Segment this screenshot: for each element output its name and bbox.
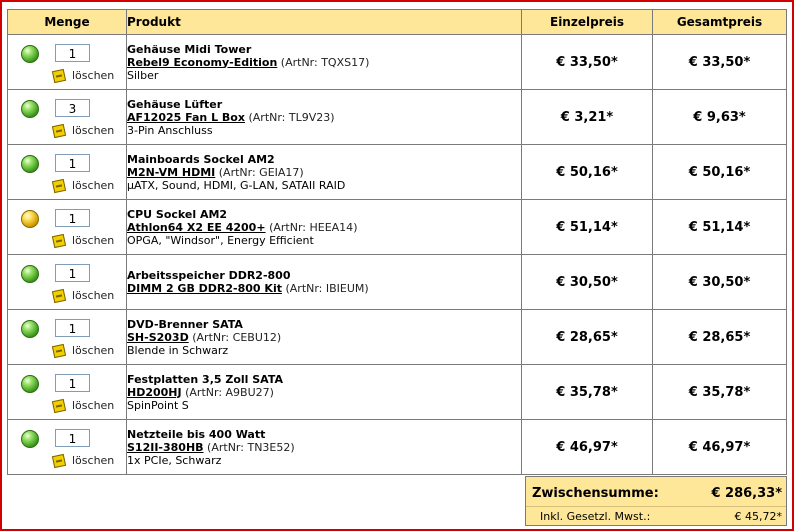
- product-category: Gehäuse Midi Tower: [127, 42, 252, 56]
- cart-body: [8, 35, 787, 475]
- artnr-prefix: ArtNr:: [285, 55, 318, 69]
- product-line: [127, 111, 521, 124]
- qty-cell: [8, 35, 127, 90]
- product-cell: [127, 255, 522, 310]
- total-price: € 51,14*: [653, 200, 787, 255]
- delete-link[interactable]: löschen: [72, 179, 115, 192]
- qty-cell: [8, 145, 127, 200]
- table-row: [8, 310, 787, 365]
- qty-cell: [8, 200, 127, 255]
- product-description: Blende in Schwarz: [127, 343, 229, 357]
- product-name-link[interactable]: AF12025 Fan L Box: [127, 110, 245, 124]
- qty-cell: [8, 420, 127, 475]
- product-category: DVD-Brenner SATA: [127, 317, 243, 331]
- unit-price: € 35,78*: [522, 365, 653, 420]
- product-name-link[interactable]: SH-S203D: [127, 330, 189, 344]
- unit-price: € 3,21*: [522, 90, 653, 145]
- product-description: 1x PCIe, Schwarz: [127, 453, 222, 467]
- quantity-input[interactable]: 1: [55, 319, 90, 337]
- tax-label: Inkl. Gesetzl. Mwst.:: [540, 510, 651, 523]
- product-name-link[interactable]: M2N-VM HDMI: [127, 165, 216, 179]
- delete-icon[interactable]: [52, 289, 66, 303]
- table-row: [8, 365, 787, 420]
- delete-link[interactable]: löschen: [72, 69, 115, 82]
- delete-link[interactable]: löschen: [72, 289, 115, 302]
- product-name-link[interactable]: Athlon64 X2 EE 4200+: [127, 220, 266, 234]
- product-name-link[interactable]: HD200HJ: [127, 385, 182, 399]
- artnr-prefix: ArtNr:: [223, 165, 256, 179]
- subtotal-label: Zwischensumme:: [532, 486, 659, 501]
- product-artnr: (ArtNr: A9BU27): [185, 385, 274, 399]
- availability-yellow-icon: [21, 210, 39, 228]
- quantity-input[interactable]: 1: [55, 374, 90, 392]
- product-cell: [127, 90, 522, 145]
- quantity-input[interactable]: 1: [55, 209, 90, 227]
- artnr-value: HEEA14: [309, 220, 354, 234]
- total-price: € 33,50*: [653, 35, 787, 90]
- table-row: [8, 200, 787, 255]
- product-description: 3-Pin Anschluss: [127, 123, 213, 137]
- table-row: [8, 145, 787, 200]
- artnr-value: TL9V23: [288, 110, 331, 124]
- table-row: [8, 35, 787, 90]
- availability-green-icon: [21, 430, 39, 448]
- product-name-link[interactable]: DIMM 2 GB DDR2-800 Kit: [127, 282, 282, 295]
- delete-icon[interactable]: [52, 234, 66, 248]
- product-artnr: (ArtNr: GEIA17): [218, 165, 304, 179]
- artnr-prefix: ArtNr:: [189, 385, 223, 399]
- product-description: SpinPoint S: [127, 398, 189, 412]
- total-price: € 35,78*: [653, 365, 787, 420]
- artnr-value: TN3E52: [247, 440, 291, 454]
- product-name-link[interactable]: S12II-380HB: [127, 440, 204, 454]
- artnr-value: IBIEUM: [325, 282, 365, 295]
- artnr-value: CEBU12: [232, 330, 277, 344]
- table-header-row: [8, 10, 787, 35]
- total-price: € 46,97*: [653, 420, 787, 475]
- delete-icon[interactable]: [52, 399, 66, 413]
- product-category: Mainboards Sockel AM2: [127, 152, 275, 166]
- header-product: Produkt: [127, 10, 522, 35]
- summary-box: [525, 476, 787, 526]
- table-row: [8, 420, 787, 475]
- product-cell: [127, 310, 522, 365]
- availability-green-icon: [21, 100, 39, 118]
- artnr-prefix: ArtNr:: [196, 330, 230, 344]
- delete-link[interactable]: löschen: [72, 234, 115, 247]
- product-cell: [127, 365, 522, 420]
- delete-link[interactable]: löschen: [72, 124, 115, 137]
- availability-green-icon: [21, 155, 39, 173]
- availability-green-icon: [21, 265, 39, 283]
- product-category: CPU Sockel AM2: [127, 207, 228, 221]
- product-cell: [127, 35, 522, 90]
- product-artnr: (ArtNr: TL9V23): [248, 110, 335, 124]
- unit-price: € 30,50*: [522, 255, 653, 310]
- tax-value: € 45,72*: [734, 510, 782, 523]
- product-artnr: (ArtNr: IBIEUM): [285, 282, 369, 295]
- product-line: [127, 441, 521, 454]
- artnr-value: A9BU27: [225, 385, 270, 399]
- quantity-input[interactable]: 1: [55, 154, 90, 172]
- quantity-input[interactable]: 1: [55, 429, 90, 447]
- qty-cell: [8, 90, 127, 145]
- quantity-input[interactable]: 1: [55, 264, 90, 282]
- delete-icon[interactable]: [52, 124, 66, 138]
- product-artnr: (ArtNr: CEBU12): [192, 330, 282, 344]
- total-price: € 30,50*: [653, 255, 787, 310]
- unit-price: € 50,16*: [522, 145, 653, 200]
- artnr-value: TQXS17: [321, 55, 366, 69]
- unit-price: € 28,65*: [522, 310, 653, 365]
- header-unit-price: Einzelpreis: [522, 10, 653, 35]
- delete-icon[interactable]: [52, 344, 66, 358]
- availability-green-icon: [21, 375, 39, 393]
- qty-cell: [8, 310, 127, 365]
- total-price: € 28,65*: [653, 310, 787, 365]
- unit-price: € 33,50*: [522, 35, 653, 90]
- product-category: Arbeitsspeicher DDR2-800: [127, 269, 291, 282]
- delete-link[interactable]: löschen: [72, 399, 115, 412]
- table-row: [8, 255, 787, 310]
- delete-icon[interactable]: [52, 69, 66, 83]
- product-line: [127, 221, 521, 234]
- product-cell: [127, 145, 522, 200]
- availability-green-icon: [21, 320, 39, 338]
- total-price: € 9,63*: [653, 90, 787, 145]
- artnr-value: GEIA17: [259, 165, 300, 179]
- quantity-input[interactable]: 3: [55, 99, 90, 117]
- artnr-prefix: ArtNr:: [252, 110, 286, 124]
- unit-price: € 46,97*: [522, 420, 653, 475]
- artnr-prefix: ArtNr:: [273, 220, 306, 234]
- qty-cell: [8, 365, 127, 420]
- product-artnr: (ArtNr: TQXS17): [280, 55, 370, 69]
- product-artnr: (ArtNr: HEEA14): [269, 220, 358, 234]
- product-category: Festplatten 3,5 Zoll SATA: [127, 372, 284, 386]
- table-row: [8, 90, 787, 145]
- delete-icon[interactable]: [52, 454, 66, 468]
- delete-icon[interactable]: [52, 179, 66, 193]
- product-category: Netzteile bis 400 Watt: [127, 427, 266, 441]
- product-line: [127, 386, 521, 399]
- delete-link[interactable]: löschen: [72, 344, 115, 357]
- delete-link[interactable]: löschen: [72, 454, 115, 467]
- product-description: µATX, Sound, HDMI, G-LAN, SATAII RAID: [127, 178, 346, 192]
- cart-table: [7, 9, 787, 475]
- product-description: OPGA, "Windsor", Energy Efficient: [127, 233, 314, 247]
- total-price: € 50,16*: [653, 145, 787, 200]
- product-description: Silber: [127, 68, 159, 82]
- quantity-input[interactable]: 1: [55, 44, 90, 62]
- availability-green-icon: [21, 45, 39, 63]
- header-qty: Menge: [8, 10, 127, 35]
- product-cell: [127, 200, 522, 255]
- unit-price: € 51,14*: [522, 200, 653, 255]
- product-name-link[interactable]: Rebel9 Economy-Edition: [127, 55, 278, 69]
- product-artnr: (ArtNr: TN3E52): [207, 440, 295, 454]
- product-line: [127, 282, 521, 295]
- product-cell: [127, 420, 522, 475]
- header-total-price: Gesamtpreis: [653, 10, 787, 35]
- product-line: [127, 56, 521, 69]
- artnr-prefix: ArtNr:: [289, 282, 323, 295]
- product-line: [127, 166, 521, 179]
- artnr-prefix: ArtNr:: [211, 440, 244, 454]
- product-category: Gehäuse Lüfter: [127, 97, 223, 111]
- qty-cell: [8, 255, 127, 310]
- summary-divider: [526, 506, 786, 507]
- subtotal-value: € 286,33*: [711, 486, 782, 501]
- product-line: [127, 331, 521, 344]
